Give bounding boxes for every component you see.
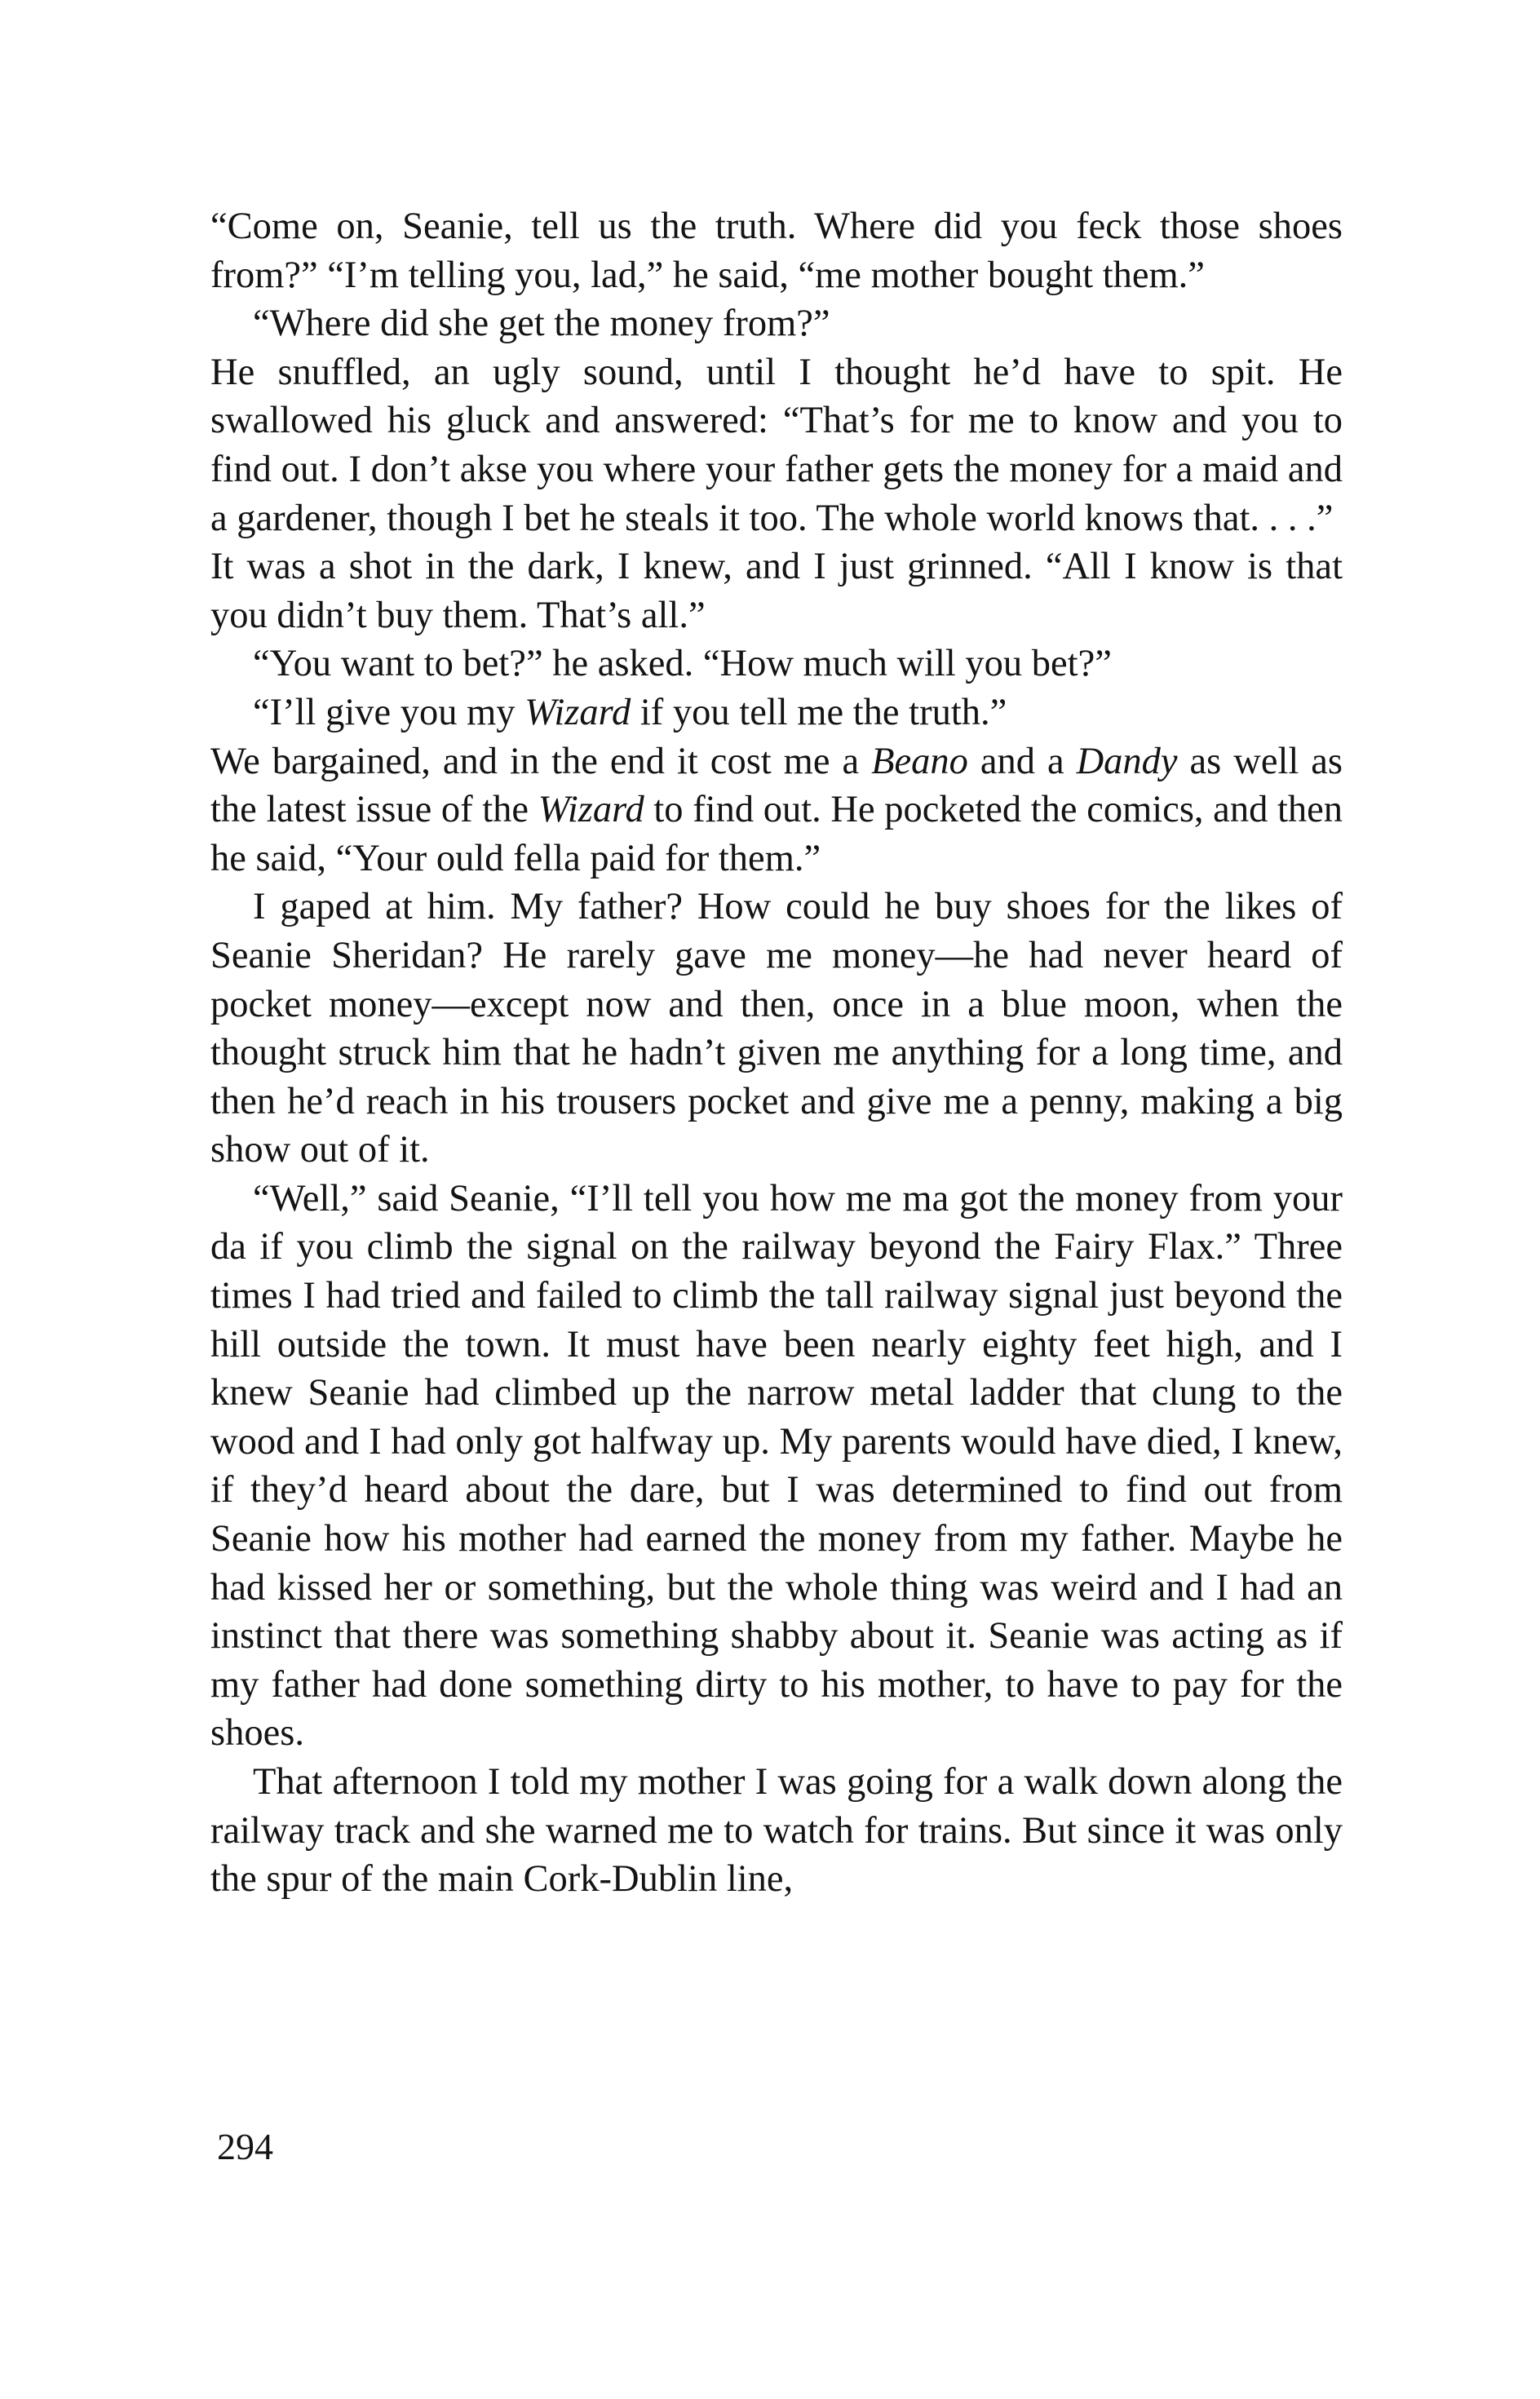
paragraph-7-part-4: to find out. He pocketed the comics, and then he said, “Your ould fella paid for them.”	[210, 789, 1343, 879]
paragraph-1: “Come on, Seanie, tell us the truth. Where did you feck those shoes from?” “I’m telling you, lad,” he said, “me mother bought them.”	[210, 206, 1343, 296]
dandy-title: Dandy	[1076, 740, 1178, 782]
paragraph-7	[210, 737, 1343, 883]
page-number: 294	[217, 2126, 273, 2167]
paragraph-7-part-2: and a	[967, 740, 1077, 782]
paragraph-2: “Where did she get the money from?”	[253, 303, 830, 345]
paragraph-4: It was a shot in the dark, I knew, and I just grinned. “All I know is that you didn’t buy them. That’s all.”	[210, 546, 1343, 636]
paragraph-8: I gaped at him. My father? How could he buy shoes for the likes of Seanie Sheridan? He rarely gave me money—he had never heard of pocket money—except now and then, once in a blue moon, when the thought struck him that he hadn’t given me anything for a long time, and then he’d reach in his trousers pocket and give me a penny, making a big show out of it.	[210, 886, 1343, 1171]
paragraph-6	[210, 688, 1343, 737]
paragraph-6-part-1: “I’ll give you my	[253, 691, 525, 733]
paragraph-7-part-3: as well as the latest issue of the	[210, 740, 1343, 831]
paragraph-9: “Well,” said Seanie, “I’ll tell you how me ma got the money from your da if you climb the signal on the railway beyond the Fairy Flax.” Three times I had tried and failed to climb the tall railway signal just beyond the hill outside the town. It must have been nearly eighty feet high, and I knew Seanie had climbed up the narrow metal ladder that clung to the wood and I had only got halfway up. My parents would have died, I knew, if they’d heard about the dare, but I was determined to find out from Seanie how his mother had earned the money from my father. Maybe he had kissed her or something, but the whole thing was weird and I had an instinct that there was something shabby about it. Seanie was acting as if my father had done something dirty to his mother, to have to pay for the shoes.	[210, 1177, 1343, 1755]
wizard-title: Wizard	[524, 691, 631, 733]
paragraph-5: “You want to bet?” he asked. “How much will you bet?”	[253, 643, 1112, 685]
paragraph-10: That afternoon I told my mother I was going for a walk down along the railway track and she warned me to watch for trains. But since it was only the spur of the main Cork-Dublin line,	[210, 1761, 1343, 1901]
paragraph-7-part-1: We bargained, and in the end it cost me a	[210, 740, 872, 782]
paragraph-6-part-2: if you tell me the truth.”	[631, 691, 1007, 733]
page-body	[210, 202, 1343, 1904]
paragraph-3: He snuffled, an ugly sound, until I thought he’d have to spit. He swallowed his gluck and answered: “That’s for me to know and you to find out. I don’t akse you where your father gets the money for a maid and a gardener, though I bet he steals it too. The whole world knows that. . . .”	[210, 351, 1343, 539]
beano-title: Beano	[871, 740, 968, 782]
wizard-title-2: Wizard	[538, 789, 644, 831]
